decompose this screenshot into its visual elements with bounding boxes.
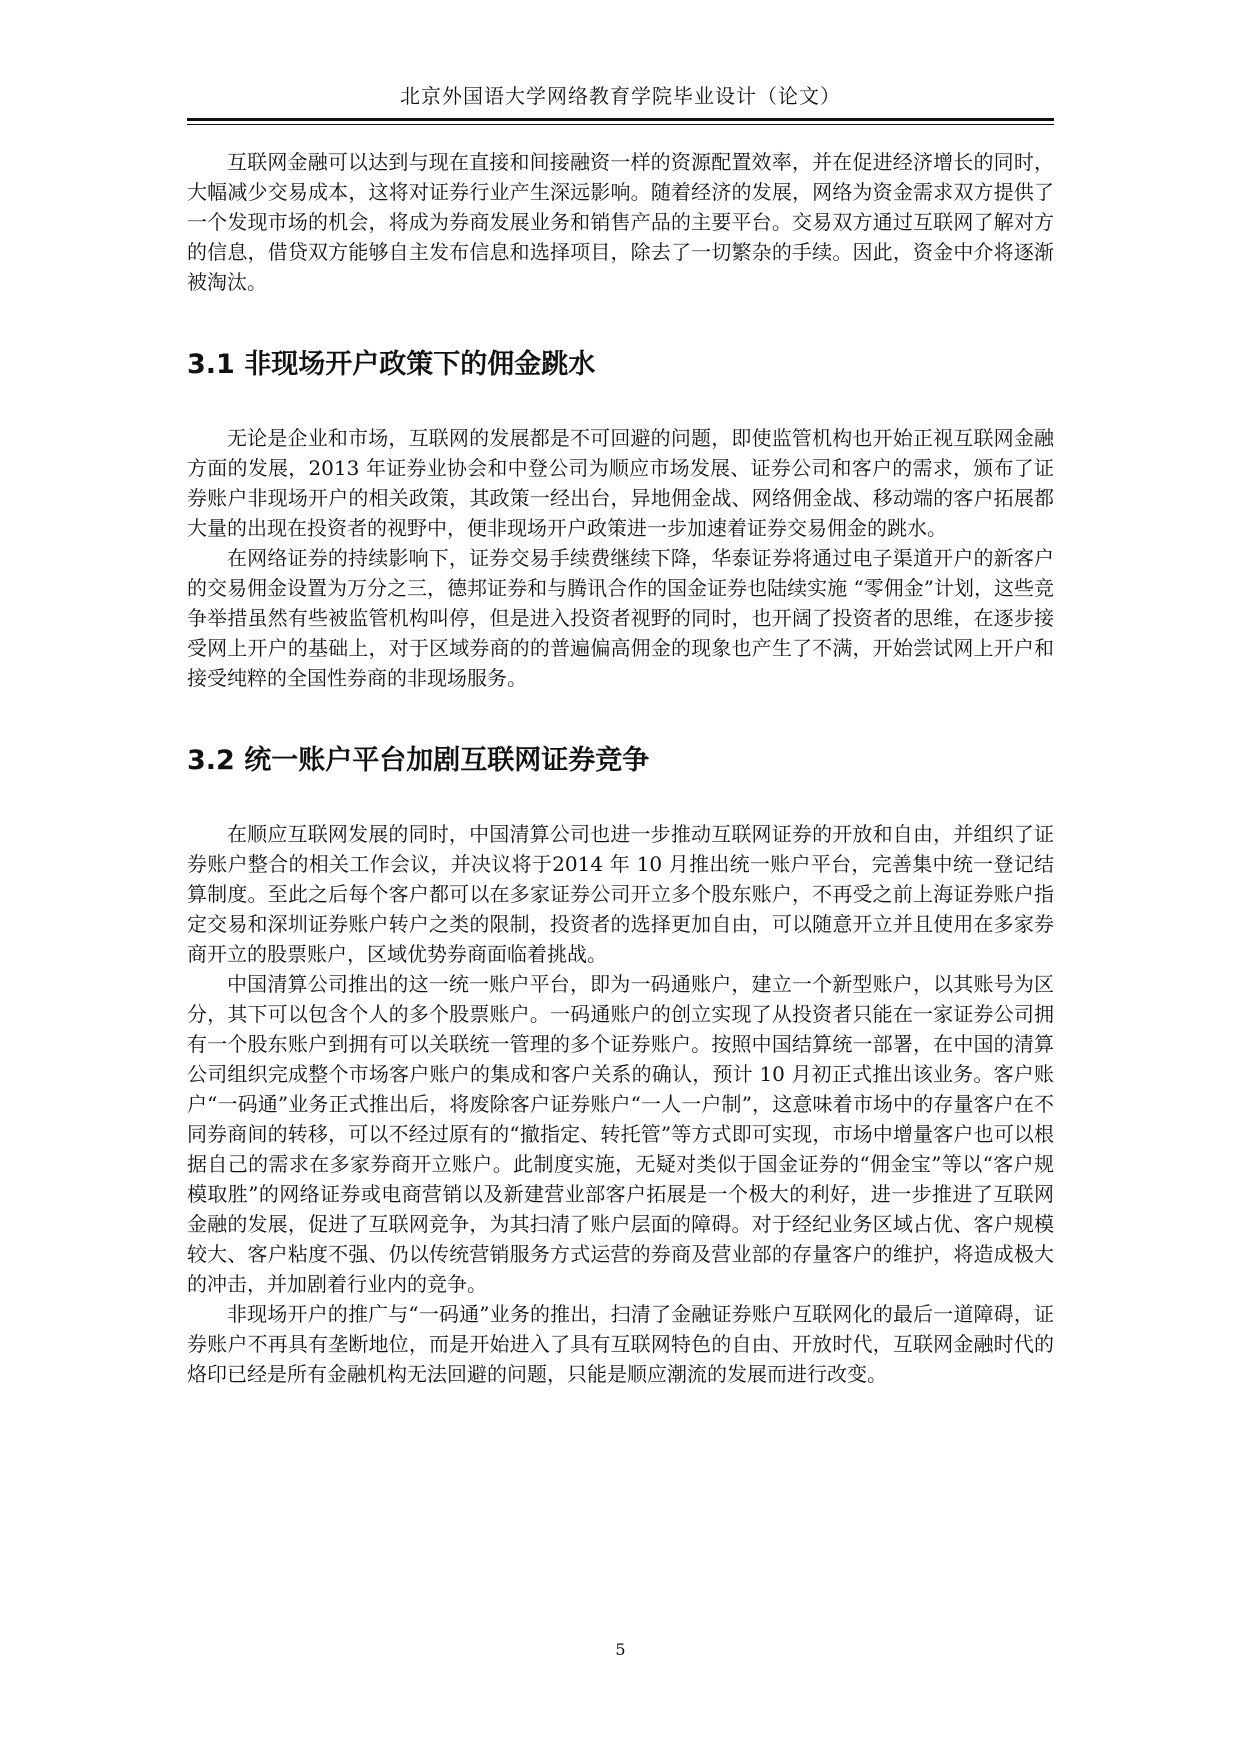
- section-3-2-paragraph: 非现场开户的推广与“一码通”业务的推出，扫清了金融证券账户互联网化的最后一道障碍，证券账户不再具有垄断地位，而是开始进入了具有互联网特色的自由、开放时代，互联网金融时代的烙印已经是所有金融机构无法回避的问题，只能是顺应潮流的发展而进行改变。: [187, 1302, 1054, 1386]
- header-divider-thin: [187, 124, 1054, 125]
- intro-paragraph: 互联网金融可以达到与现在直接和间接融资一样的资源配置效率，并在促进经济增长的同时，大幅减少交易成本，这将对证券行业产生深远影响。随着经济的发展，网络为资金需求双方提供了一个发现市场的机会，将成为券商发展业务和销售产品的主要平台。交易双方通过互联网了解对方的信息，借贷双方能够自主发布信息和选择项目，除去了一切繁杂的手续。因此，资金中介将逐渐被淘汰。: [187, 150, 1054, 294]
- spacer: [187, 779, 1054, 819]
- section-3-1-paragraph: 在网络证券的持续影响下，证券交易手续费继续下降，华泰证券将通过电子渠道开户的新客户的交易佣金设置为万分之三，德邦证券和与腾讯合作的国金证券也陆续实施 “零佣金”计划，这些竞争举措虽然有些被监管机构叫停，但是进入投资者视野的同时，也开阔了投资者的思维，在逐步接受网上开户的基础上，对于区域券商的的普遍偏高佣金的现象也产生了不满，开始尝试网上开户和接受纯粹的全国性券商的非现场服务。: [187, 546, 1054, 690]
- section-3-2-paragraph: 在顺应互联网发展的同时，中国清算公司也进一步推动互联网证券的开放和自由，并组织了证券账户整合的相关工作会议，并决议将于2014 年 10 月推出统一账户平台，完善集中统一登记结算制度。至此之后每个客户都可以在多家证券公司开立多个股东账户，不再受之前上海证券账户指定交易和深圳证券账户转户之类的限制，投资者的选择更加自由，可以随意开立并且使用在多家券商开立的股票账户，区域优势券商面临着挑战。: [187, 822, 1054, 966]
- section-heading-3-1: 3.1 非现场开户政策下的佣金跳水: [187, 349, 596, 380]
- header-divider-thick: [187, 118, 1054, 121]
- section-3-1-paragraph: 无论是企业和市场，互联网的发展都是不可回避的问题，即使监管机构也开始正视互联网金融方面的发展，2013 年证券业协会和中登公司为顺应市场发展、证券公司和客户的需求，颁布了证券账户非现场开户的相关政策，其政策一经出台，异地佣金战、网络佣金战、移动端的客户拓展都大量的出现在投资者的视野中，便非现场开户政策进一步加速着证券交易佣金的跳水。: [187, 426, 1054, 540]
- document-body: [187, 147, 1054, 1389]
- spacer: [187, 693, 1054, 743]
- page-number: 5: [615, 1640, 626, 1659]
- spacer: [187, 383, 1054, 423]
- page-header-title: 北京外国语大学网络教育学院毕业设计（论文）: [400, 84, 841, 108]
- spacer: [187, 297, 1054, 347]
- section-heading-3-2: 3.2 统一账户平台加剧互联网证券竞争: [187, 745, 650, 776]
- section-3-2-paragraph: 中国清算公司推出的这一统一账户平台，即为一码通账户，建立一个新型账户，以其账号为区分，其下可以包含个人的多个股票账户。一码通账户的创立实现了从投资者只能在一家证券公司拥有一个股东账户到拥有可以关联统一管理的多个证券账户。按照中国结算统一部署，在中国的清算公司组织完成整个市场客户账户的集成和客户关系的确认，预计 10 月初正式推出该业务。客户账户“一码通”业务正式推出后，将废除客户证券账户“一人一户制”，这意味着市场中的存量客户在不同券商间的转移，可以不经过原有的“撤指定、转托管”等方式即可实现，市场中增量客户也可以根据自己的需求在多家券商开立账户。此制度实施，无疑对类似于国金证券的“佣金宝”等以“客户规模取胜”的网络证券或电商营销以及新建营业部客户拓展是一个极大的利好，进一步推进了互联网金融的发展，促进了互联网竞争，为其扫清了账户层面的障碍。对于经纪业务区域占优、客户规模较大、客户粘度不强、仍以传统营销服务方式运营的券商及营业部的存量客户的维护，将造成极大的冲击，并加剧着行业内的竞争。: [187, 972, 1054, 1296]
